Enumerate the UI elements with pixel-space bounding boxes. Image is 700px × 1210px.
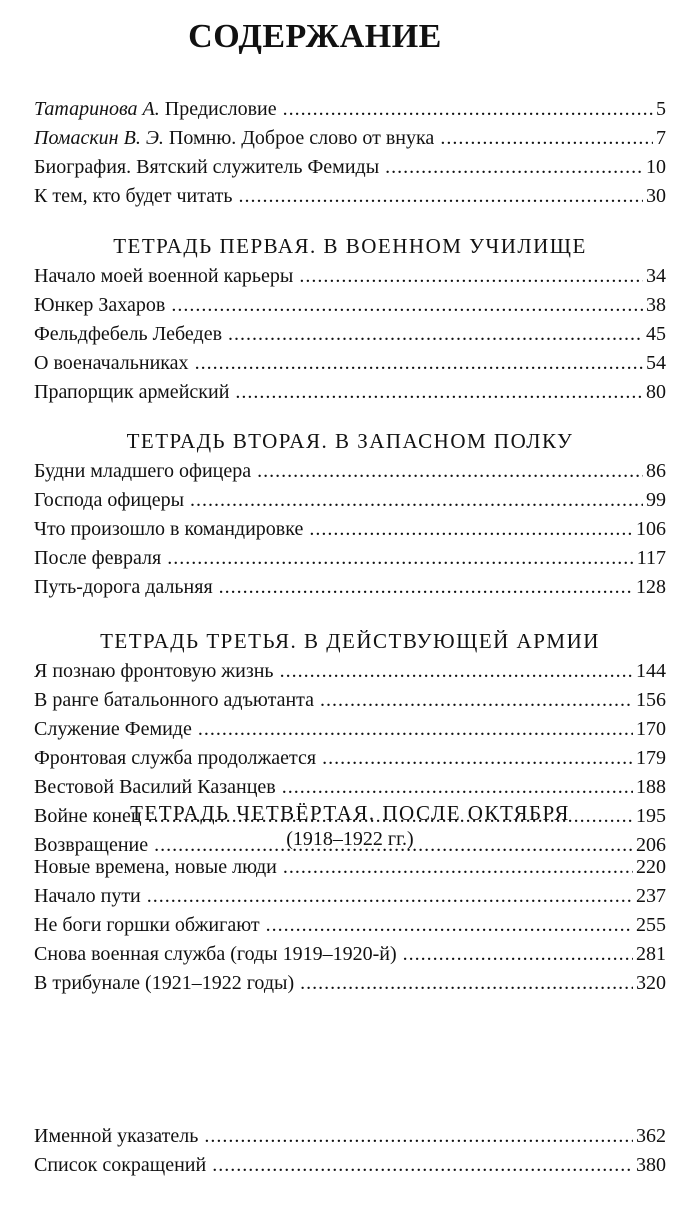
- toc-entry: [34, 657, 666, 686]
- toc-entry: [34, 182, 666, 211]
- page-number: 117: [636, 547, 666, 569]
- entry-title: После февраля: [34, 547, 162, 569]
- page-number: 34: [646, 265, 666, 287]
- entry-title: Вестовой Василий Казанцев: [34, 776, 276, 798]
- entry-title: Новые времена, новые люди: [34, 856, 277, 878]
- page-number: 30: [646, 185, 666, 207]
- dot-leader: [403, 940, 633, 969]
- toc-entry: [34, 153, 666, 182]
- page-number: 380: [636, 1154, 666, 1176]
- entry-title: Начало пути: [34, 885, 141, 907]
- toc-intro: [34, 95, 666, 211]
- toc-entry: [34, 486, 666, 515]
- entry-title: Снова военная служба (годы 1919–1920-й): [34, 943, 397, 965]
- page-number: 86: [646, 460, 666, 482]
- entry-title: Я познаю фронтовую жизнь: [34, 660, 274, 682]
- entry-title: Биография. Вятский служитель Фемиды: [34, 156, 380, 178]
- page-number: 156: [636, 689, 666, 711]
- toc-entry: [34, 95, 666, 124]
- toc-entry: [34, 911, 666, 940]
- dot-leader: [320, 686, 633, 715]
- dot-leader: [280, 657, 633, 686]
- dot-leader: [283, 853, 633, 882]
- toc-appendix: [34, 1122, 666, 1180]
- page-number: 80: [646, 381, 666, 403]
- page-number: 237: [636, 885, 666, 907]
- dot-leader: [266, 911, 633, 940]
- toc-entry: [34, 378, 666, 407]
- entry-author: Помаскин В. Э.: [34, 127, 164, 149]
- entry-title: В трибунале (1921–1922 годы): [34, 972, 295, 994]
- entry-title: Начало моей военной карьеры: [34, 265, 294, 287]
- page-number: 54: [646, 352, 666, 374]
- toc-section-2: [34, 425, 666, 602]
- dot-leader: [440, 124, 653, 153]
- dot-leader: [171, 291, 643, 320]
- dot-leader: [283, 95, 653, 124]
- entry-author: Татаринова А.: [34, 98, 160, 120]
- page-number: 179: [636, 747, 666, 769]
- toc-entry: [34, 744, 666, 773]
- dot-leader: [212, 1151, 633, 1180]
- entry-title: Помню. Доброе слово от внука: [168, 127, 435, 149]
- toc-entry: [34, 686, 666, 715]
- page-number: 281: [636, 943, 666, 965]
- entry-title: Путь-дорога дальняя: [34, 576, 213, 598]
- toc-section-4: [34, 797, 666, 998]
- toc-entry: [34, 262, 666, 291]
- page-number: 128: [636, 576, 666, 598]
- page-number: 362: [636, 1125, 666, 1147]
- dot-leader: [204, 1122, 633, 1151]
- page-number: 195: [636, 805, 666, 827]
- dot-leader: [299, 262, 643, 291]
- dot-leader: [322, 744, 633, 773]
- page-number: 45: [646, 323, 666, 345]
- toc-entry: [34, 1151, 666, 1180]
- entry-title: Господа офицеры: [34, 489, 185, 511]
- page-number: 206: [636, 834, 666, 856]
- page-number: 255: [636, 914, 666, 936]
- toc-section-1: [34, 230, 666, 407]
- dot-leader: [257, 457, 643, 486]
- page-number: 170: [636, 718, 666, 740]
- page-number: 10: [646, 156, 666, 178]
- page-number: 320: [636, 972, 666, 994]
- entry-title: Фельдфебель Лебедев: [34, 323, 223, 345]
- section-heading: ТЕТРАДЬ ТРЕТЬЯ. В ДЕЙСТВУЮЩЕЙ АРМИИ: [100, 629, 600, 653]
- section-heading: ТЕТРАДЬ ЧЕТВЁРТАЯ. ПОСЛЕ ОКТЯБРЯ: [130, 801, 570, 825]
- dot-leader: [300, 969, 633, 998]
- entry-title: Фронтовая служба продолжается: [34, 747, 317, 769]
- dot-leader: [235, 378, 643, 407]
- toc-entry: [34, 715, 666, 744]
- section-heading: ТЕТРАДЬ ВТОРАЯ. В ЗАПАСНОМ ПОЛКУ: [126, 429, 574, 453]
- toc-entry: [34, 320, 666, 349]
- toc-entry: [34, 457, 666, 486]
- toc-entry: [34, 1122, 666, 1151]
- toc-entry: [34, 969, 666, 998]
- toc-entry: [34, 853, 666, 882]
- page-number: 188: [636, 776, 666, 798]
- toc-entry: [34, 573, 666, 602]
- section-subheading: (1918–1922 гг.): [286, 828, 414, 850]
- entry-title: Возвращение: [34, 834, 149, 856]
- entry-title: Юнкер Захаров: [34, 294, 166, 316]
- dot-leader: [219, 573, 633, 602]
- dot-leader: [147, 882, 633, 911]
- page-number: 7: [656, 127, 666, 149]
- entry-title: Что произошло в командировке: [34, 518, 304, 540]
- entry-title: Будни младшего офицера: [34, 460, 252, 482]
- page-number: 106: [636, 518, 666, 540]
- page-number: 99: [646, 489, 666, 511]
- entry-title: Именной указатель: [34, 1125, 199, 1147]
- dot-leader: [190, 486, 643, 515]
- toc-entry: [34, 882, 666, 911]
- entry-title: Не боги горшки обжигают: [34, 914, 260, 936]
- section-heading: ТЕТРАДЬ ПЕРВАЯ. В ВОЕННОМ УЧИЛИЩЕ: [113, 234, 587, 258]
- entry-title: Предисловие: [164, 98, 277, 120]
- entry-title: Прапорщик армейский: [34, 381, 230, 403]
- toc-entry: [34, 940, 666, 969]
- toc-entry: [34, 124, 666, 153]
- entry-title: О военачальниках: [34, 352, 189, 374]
- toc-entry: [34, 291, 666, 320]
- dot-leader: [195, 349, 643, 378]
- page-number: 220: [636, 856, 666, 878]
- entry-title: Служение Фемиде: [34, 718, 192, 740]
- page-number: 144: [636, 660, 666, 682]
- toc-entry: [34, 349, 666, 378]
- entry-title: Список сокращений: [34, 1154, 207, 1176]
- entry-title: К тем, кто будет читать: [34, 185, 233, 207]
- toc-entry: [34, 515, 666, 544]
- entry-title: В ранге батальонного адъютанта: [34, 689, 315, 711]
- page-number: 38: [646, 294, 666, 316]
- toc-entry: [34, 544, 666, 573]
- dot-leader: [309, 515, 633, 544]
- dot-leader: [228, 320, 643, 349]
- entry-title: Войне конец: [34, 805, 142, 827]
- dot-leader: [198, 715, 633, 744]
- page-title: СОДЕРЖАНИЕ: [188, 18, 442, 55]
- dot-leader: [167, 544, 634, 573]
- page-number: 5: [656, 98, 666, 120]
- dot-leader: [238, 182, 643, 211]
- dot-leader: [385, 153, 643, 182]
